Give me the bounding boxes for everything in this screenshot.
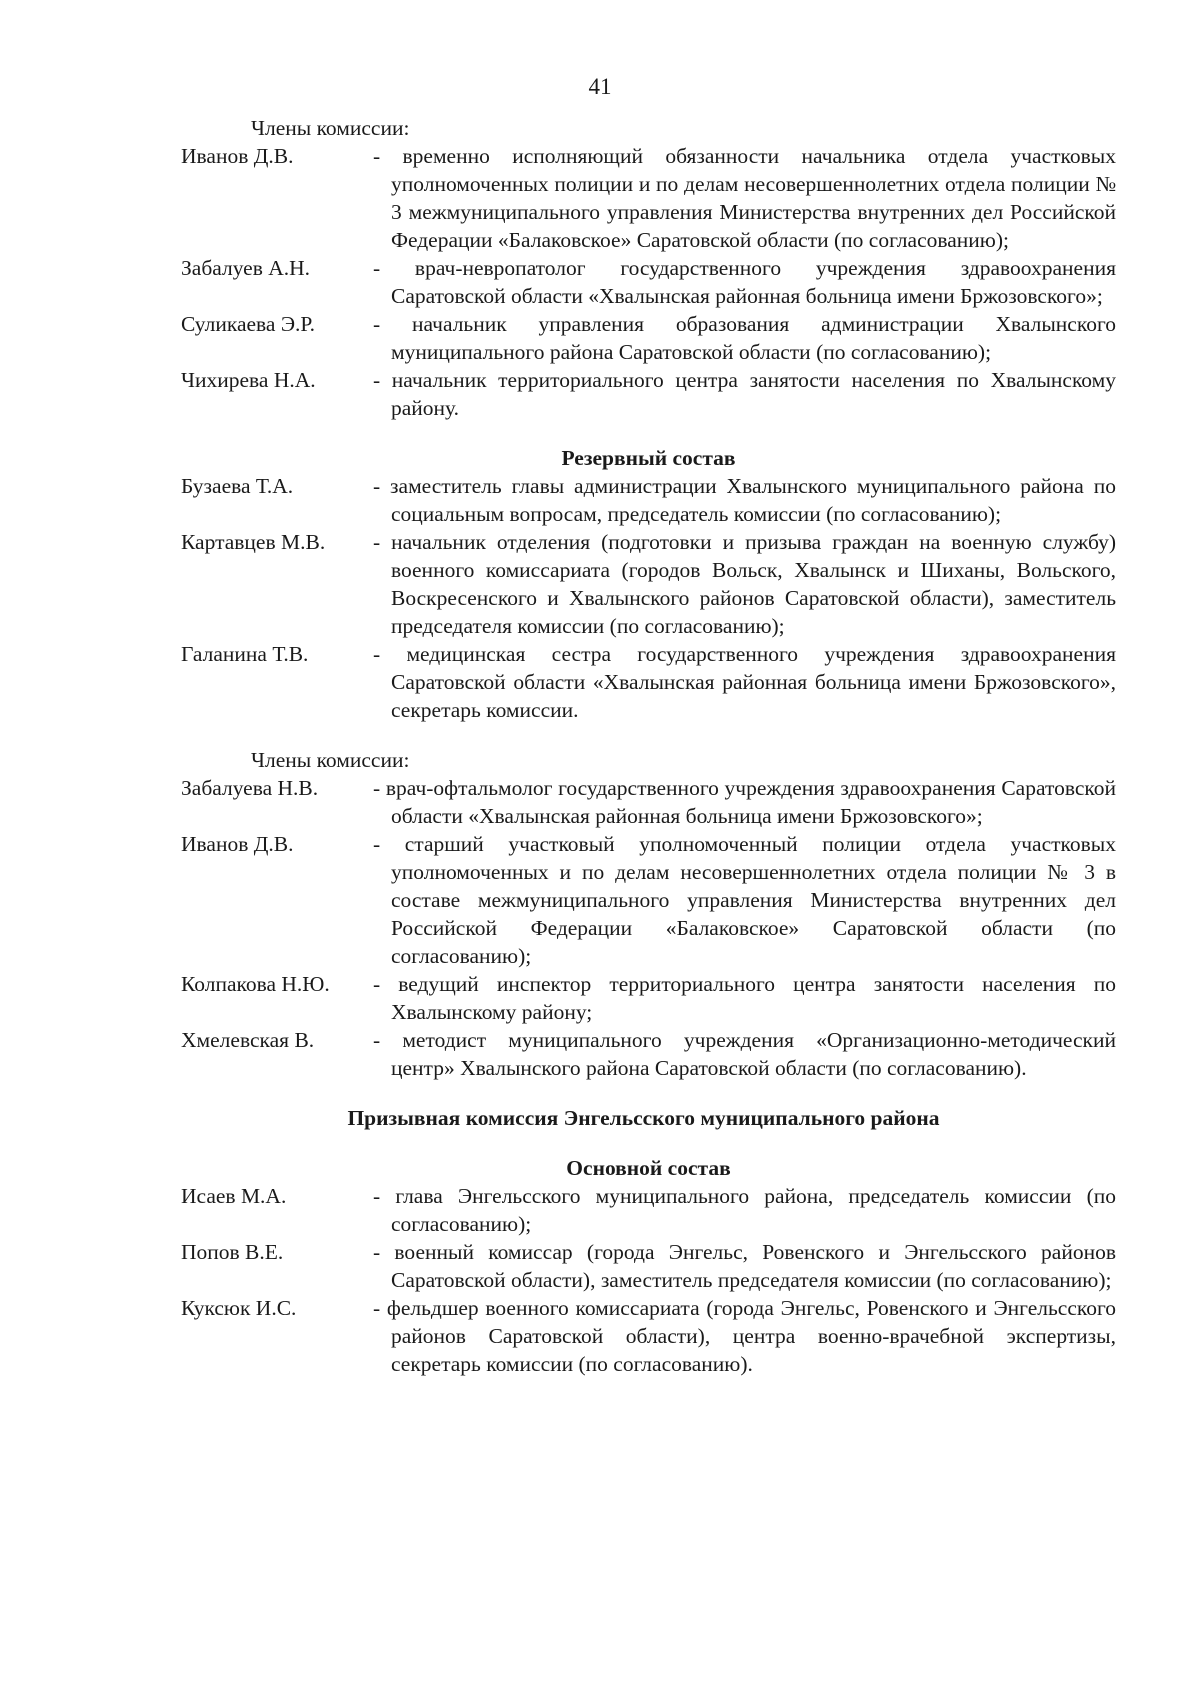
- member-position: - методист муниципального учреждения «Организационно-методический центр» Хвалынского района Саратовской области (по согласованию).: [373, 1028, 1116, 1080]
- member-entry: [181, 472, 1116, 528]
- main-composition-heading: Основной состав: [566, 1156, 731, 1180]
- member-name: Иванов Д.В.: [181, 144, 294, 168]
- member-entry: [181, 254, 1116, 310]
- member-position: - временно исполняющий обязанности начальника отдела участковых уполномоченных полиции и по делам несовершеннолетних отдела полиции № 3 межмуниципального управления Министерства внутренних дел Российской Федерации «Балаковское» Саратовской области (по согласованию);: [373, 144, 1116, 252]
- commission-heading: Призывная комиссия Энгельсского муниципального района: [347, 1106, 940, 1130]
- member-entry: [181, 1182, 1116, 1238]
- member-entry: [181, 1294, 1116, 1378]
- member-entry: [181, 774, 1116, 830]
- member-entry: [181, 830, 1116, 970]
- member-position: - врач-офтальмолог государственного учреждения здравоохранения Саратовской области «Хвалынская районная больница имени Бржозовского»;: [373, 776, 1116, 828]
- member-position: - ведущий инспектор территориального центра занятости населения по Хвалынскому району;: [373, 972, 1116, 1024]
- member-name: Чихирева Н.А.: [181, 368, 316, 392]
- member-name: Хмелевская В.: [181, 1028, 315, 1052]
- member-name: Куксюк И.С.: [181, 1296, 297, 1320]
- members-label: Члены комиссии:: [251, 116, 410, 140]
- member-entry: [181, 310, 1116, 366]
- members-label: Члены комиссии:: [251, 748, 410, 772]
- member-position: - начальник управления образования администрации Хвалынского муниципального района Саратовской области (по согласованию);: [373, 312, 1116, 364]
- member-position: - медицинская сестра государственного учреждения здравоохранения Саратовской области «Хвалынская районная больница имени Бржозовского», секретарь комиссии.: [373, 642, 1116, 722]
- member-name: Забалуева Н.В.: [181, 776, 319, 800]
- member-entry: [181, 970, 1116, 1026]
- member-entry: [181, 1026, 1116, 1082]
- member-entry: [181, 366, 1116, 422]
- member-position: - глава Энгельсского муниципального района, председатель комиссии (по согласованию);: [373, 1184, 1116, 1236]
- member-name: Иванов Д.В.: [181, 832, 294, 856]
- member-position: - военный комиссар (города Энгельс, Ровенского и Энгельсского районов Саратовской области), заместитель председателя комиссии (по согласованию);: [373, 1240, 1116, 1292]
- member-entry: [181, 142, 1116, 254]
- member-position: - старший участковый уполномоченный полиции отдела участковых уполномоченных и по делам несовершеннолетних отдела полиции № 3 в составе межмуниципального управления Министерства внутренних дел Российской Федерации «Балаковское» Саратовской области (по согласованию);: [373, 832, 1116, 968]
- member-name: Попов В.Е.: [181, 1240, 284, 1264]
- member-position: - начальник территориального центра занятости населения по Хвалынскому району.: [373, 368, 1116, 420]
- member-position: - заместитель главы администрации Хвалынского муниципального района по социальным вопросам, председатель комиссии (по согласованию);: [373, 474, 1116, 526]
- page-number: 41: [588, 74, 612, 99]
- member-name: Забалуев А.Н.: [181, 256, 311, 280]
- member-name: Колпакова Н.Ю.: [181, 972, 330, 996]
- member-position: - врач-невропатолог государственного учреждения здравоохранения Саратовской области «Хвалынская районная больница имени Бржозовского»;: [373, 256, 1116, 308]
- document-body: [181, 114, 1116, 1378]
- member-name: Суликаева Э.Р.: [181, 312, 316, 336]
- member-position: - фельдшер военного комиссариата (города Энгельс, Ровенского и Энгельсского районов Саратовской области), центра военно-врачебной экспертизы, секретарь комиссии (по согласованию).: [373, 1296, 1116, 1376]
- member-entry: [181, 528, 1116, 640]
- member-entry: [181, 640, 1116, 724]
- member-name: Галанина Т.В.: [181, 642, 309, 666]
- reserve-heading: Резервный состав: [561, 446, 736, 470]
- member-name: Бузаева Т.А.: [181, 474, 294, 498]
- member-name: Картавцев М.В.: [181, 530, 326, 554]
- member-name: Исаев М.А.: [181, 1184, 287, 1208]
- member-position: - начальник отделения (подготовки и призыва граждан на военную службу) военного комиссариата (городов Вольск, Хвалынск и Шиханы, Вольского, Воскресенского и Хвалынского районов Саратовской области), заместитель председателя комиссии (по согласованию);: [373, 530, 1116, 638]
- member-entry: [181, 1238, 1116, 1294]
